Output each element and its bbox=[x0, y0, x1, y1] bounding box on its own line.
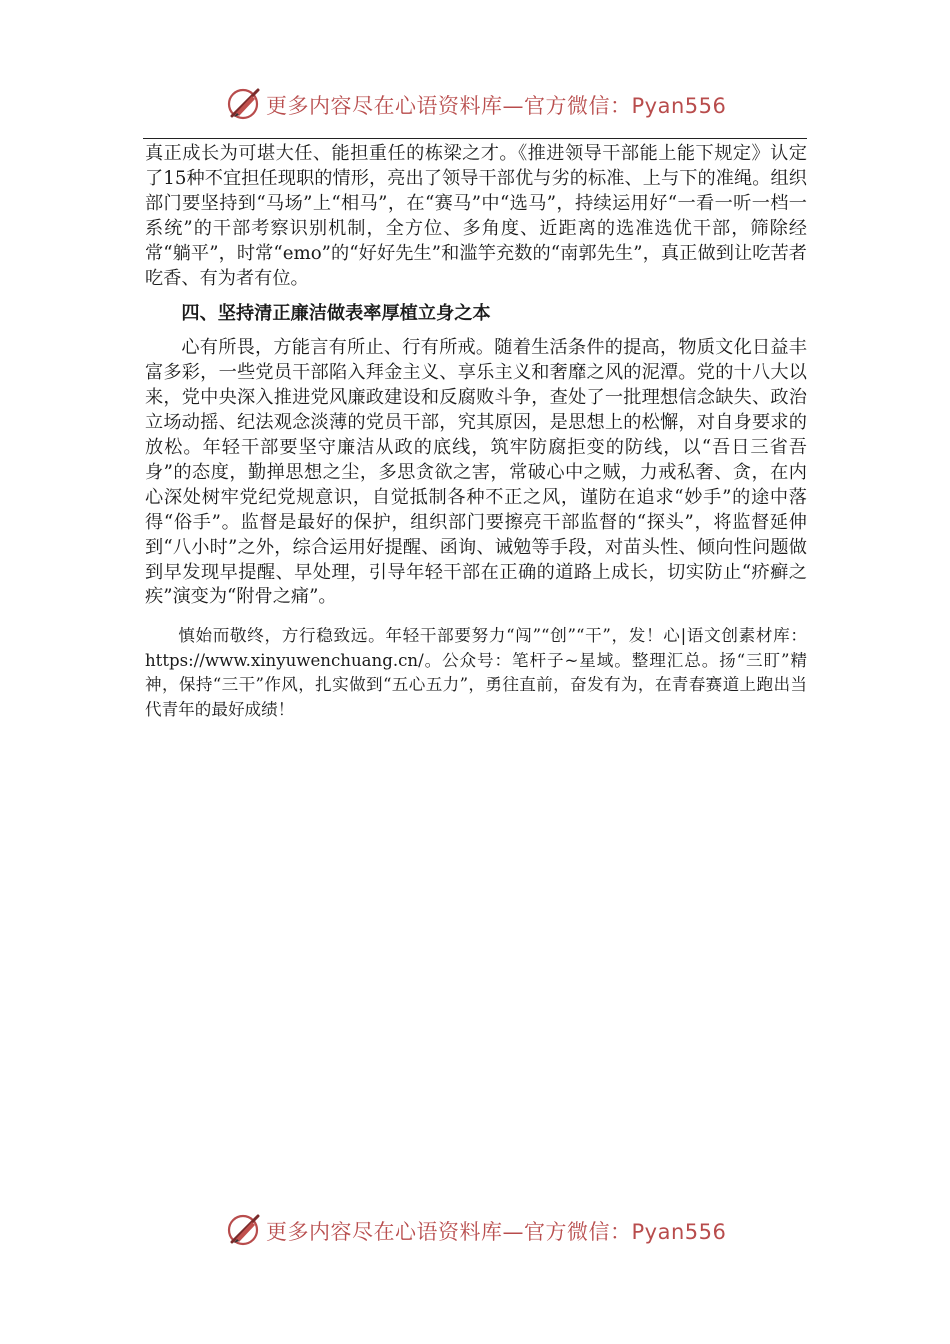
pen-circle-logo-icon bbox=[226, 86, 262, 122]
document-body bbox=[145, 142, 807, 722]
paragraph-section-4: 心有所畏，方能言有所止、行有所戒。随着生活条件的提高，物质文化日益丰富多彩，一些党员干部陷入拜金主义、享乐主义和奢靡之风的泥潭。党的十八大以来，党中央深入推进党风廉政建设和反腐败斗争，查处了一批理想信念缺失、政治立场动摇、纪法观念淡薄的党员干部，究其原因，是思想上的松懈，对自身要求的放松。年轻干部要坚守廉洁从政的底线，筑牢防腐拒变的防线，以“吾日三省吾身”的态度，勤掸思想之尘，多思贪欲之害，常破心中之贼，力戒私奢、贪，在内心深处树牢党纪党规意识，自觉抵制各种不正之风，谨防在追求“妙手”的途中落得“俗手”。监督是最好的保护，组织部门要擦亮干部监督的“探头”，将监督延伸到“八小时”之外，综合运用好提醒、函询、诫勉等手段，对苗头性、倾向性问题做到早发现早提醒、早处理，引导年轻干部在正确的道路上成长，切实防止“疥癣之疾”演变为“附骨之痛”。 bbox=[145, 337, 807, 608]
pen-circle-logo-icon bbox=[226, 1212, 262, 1248]
footer-banner bbox=[0, 1210, 950, 1250]
paragraph-continued: 真正成长为可堪大任、能担重任的栋梁之才。《推进领导干部能上能下规定》认定了15种不宜担任现职的情形，亮出了领导干部优与劣的标准、上与下的准绳。组织部门要坚持到“马场”上“相马”，在“赛马”中“选马”，持续运用好“一看一听一档一系统”的干部考察识别机制，全方位、多角度、近距离的选准选优干部，筛除经常“躺平”，时常“emo”的“好好先生”和滥竽充数的“南郭先生”，真正做到让吃苦者吃香、有为者有位。 bbox=[145, 143, 807, 289]
header-banner bbox=[0, 84, 950, 124]
paragraph-closing: 慎始而敬终，方行稳致远。年轻干部要努力“闯”“创”“干”，发！心|语文创素材库：https://www.xinyuwenchuang.cn/。公众号：笔杆子~星域。整理汇总。扬“三盯”精神，保持“三干”作风，扎实做到“五心五力”，勇往直前，奋发有为，在青春赛道上跑出当代青年的最好成绩！ bbox=[145, 626, 807, 719]
section-heading-4: 四、坚持清正廉洁做表率厚植立身之本 bbox=[181, 303, 491, 325]
header-banner-text: 更多内容尽在心语资料库—官方微信：Pyan556 bbox=[266, 94, 727, 118]
header-divider bbox=[143, 138, 807, 139]
footer-banner-text: 更多内容尽在心语资料库—官方微信：Pyan556 bbox=[266, 1220, 727, 1244]
